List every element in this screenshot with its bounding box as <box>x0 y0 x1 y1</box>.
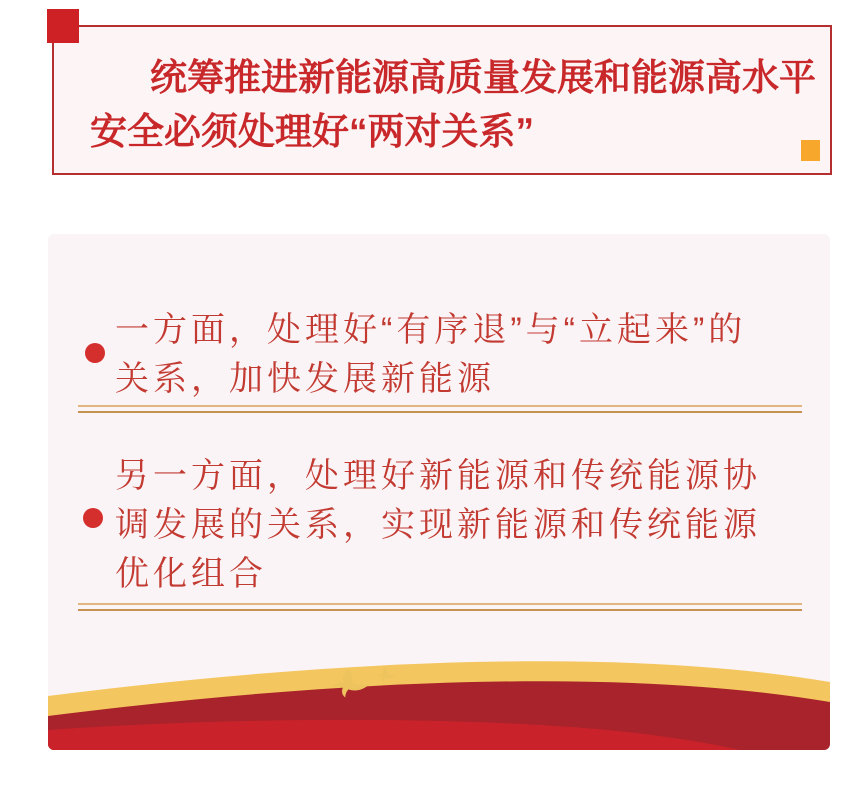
bullet-dot <box>83 508 103 528</box>
page-title <box>54 27 830 159</box>
bullet-dot <box>85 343 105 363</box>
bullet-2-line-2: 调发展的关系，实现新能源和传统能源 <box>115 506 761 544</box>
content-card <box>48 234 830 750</box>
bullet-1-line-2: 关系，加快发展新能源 <box>115 360 495 398</box>
title-banner <box>52 25 832 175</box>
bullet-2-line-1: 另一方面，处理好新能源和传统能源协 <box>115 457 761 495</box>
orange-accent-square <box>801 140 820 161</box>
bullet-2-line-3: 优化组合 <box>115 555 267 593</box>
page-title-line-2: 安全必须处理好“两对关系” <box>90 111 534 152</box>
bullet-item-1 <box>115 306 746 404</box>
section-divider <box>78 603 802 611</box>
bullet-item-2 <box>115 452 761 599</box>
section-divider <box>78 405 802 413</box>
bullet-1-line-1: 一方面，处理好“有序退”与“立起来”的 <box>115 311 747 349</box>
page-title-line-1: 统筹推进新能源高质量发展和能源高水平 <box>150 57 816 98</box>
corner-accent-square <box>47 9 79 43</box>
wave-decoration <box>48 618 830 750</box>
